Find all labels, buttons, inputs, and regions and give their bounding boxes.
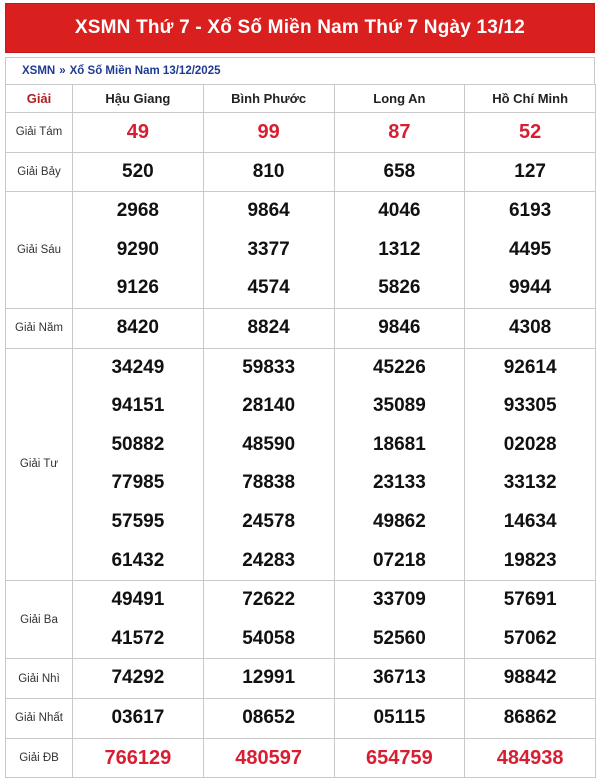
prize-number: 28140 [242, 395, 296, 417]
prize-name-giai-ba: Giải Ba [6, 581, 73, 659]
prize-cell [73, 308, 204, 348]
prize-name-giai-db: Giải ĐB [6, 738, 73, 778]
prize-cell [334, 738, 465, 778]
prize-cell [334, 659, 465, 699]
prize-number: 654759 [366, 746, 433, 769]
prize-number: 35089 [372, 395, 426, 417]
prize-number: 74292 [111, 667, 165, 689]
prize-number: 9126 [116, 277, 160, 299]
prize-number: 18681 [372, 433, 426, 455]
prize-cell [203, 659, 334, 699]
header-province-hau-giang: Hậu Giang [73, 85, 204, 113]
prize-number: 07218 [372, 549, 426, 571]
page-title: XSMN Thứ 7 - Xổ Số Miền Nam Thứ 7 Ngày 13/12 [5, 3, 595, 53]
results-table [5, 84, 596, 778]
prize-name-giai-sau: Giải Sáu [6, 192, 73, 309]
prize-number: 36713 [372, 667, 426, 689]
breadcrumb-current-link[interactable]: Xổ Số Miền Nam 13/12/2025 [69, 65, 221, 77]
prize-number: 57595 [111, 510, 165, 532]
prize-name-giai-nhat: Giải Nhất [6, 698, 73, 738]
prize-number: 9290 [116, 238, 160, 260]
prize-number: 23133 [372, 472, 426, 494]
prize-number: 05115 [373, 706, 426, 728]
prize-number: 59833 [242, 356, 296, 378]
prize-cell [73, 738, 204, 778]
prize-cell [465, 192, 596, 309]
prize-number: 810 [252, 160, 285, 182]
prize-number: 8420 [116, 316, 160, 338]
prize-number: 02028 [503, 433, 557, 455]
prize-cell [203, 308, 334, 348]
breadcrumb-separator: » [59, 65, 66, 77]
prize-cell [334, 698, 465, 738]
prize-number: 8824 [247, 316, 290, 338]
prize-number: 14634 [503, 510, 557, 532]
prize-number: 61432 [111, 549, 165, 571]
prize-number: 4495 [508, 238, 552, 260]
prize-number: 658 [383, 160, 416, 182]
results-body [6, 113, 596, 778]
prize-number: 78838 [242, 472, 296, 494]
prize-number: 72622 [242, 589, 296, 611]
table-row [6, 581, 596, 659]
breadcrumb-root-link[interactable]: XSMN [22, 65, 56, 77]
results-container [5, 3, 595, 778]
prize-number: 33709 [372, 589, 426, 611]
prize-number: 77985 [111, 472, 165, 494]
prize-name-giai-bay: Giải Bảy [6, 152, 73, 192]
prize-name-giai-nhi: Giải Nhì [6, 659, 73, 699]
prize-number: 1312 [378, 238, 421, 260]
prize-cell [465, 581, 596, 659]
prize-number: 94151 [111, 395, 165, 417]
prize-cell [203, 152, 334, 192]
prize-number: 19823 [503, 549, 557, 571]
prize-cell [465, 308, 596, 348]
prize-number: 49491 [111, 589, 165, 611]
prize-cell [73, 152, 204, 192]
prize-cell [465, 738, 596, 778]
header-prize: Giải [6, 85, 73, 113]
prize-number: 86862 [503, 706, 557, 728]
table-row [6, 308, 596, 348]
prize-name-giai-nam: Giải Năm [6, 308, 73, 348]
prize-cell [465, 698, 596, 738]
table-row [6, 698, 596, 738]
prize-cell [203, 581, 334, 659]
prize-number: 3377 [247, 238, 290, 260]
prize-number: 52 [519, 121, 542, 143]
prize-cell [203, 738, 334, 778]
prize-number: 08652 [242, 706, 296, 728]
prize-number: 520 [122, 160, 154, 182]
prize-cell [334, 308, 465, 348]
prize-cell [334, 192, 465, 309]
table-row [6, 192, 596, 309]
prize-cell [465, 152, 596, 192]
prize-cell [334, 348, 465, 581]
prize-number: 9944 [508, 277, 552, 299]
prize-cell [73, 348, 204, 581]
prize-number: 24578 [242, 510, 296, 532]
prize-number: 5826 [378, 277, 421, 299]
prize-number: 24283 [242, 549, 296, 571]
prize-number: 4574 [247, 277, 290, 299]
prize-number: 48590 [242, 433, 296, 455]
prize-cell [334, 581, 465, 659]
prize-cell [203, 698, 334, 738]
header-province-binh-phuoc: Bình Phước [203, 85, 334, 113]
prize-number: 6193 [508, 200, 552, 222]
prize-number: 87 [388, 121, 411, 143]
prize-number: 33132 [503, 472, 557, 494]
prize-cell [334, 113, 465, 153]
prize-number: 12991 [242, 667, 296, 689]
prize-number: 52560 [372, 627, 426, 649]
prize-name-giai-tam: Giải Tám [6, 113, 73, 153]
prize-cell [203, 113, 334, 153]
prize-cell [203, 192, 334, 309]
table-row [6, 152, 596, 192]
prize-number: 49 [126, 121, 149, 143]
prize-number: 98842 [503, 667, 557, 689]
prize-number: 92614 [503, 356, 557, 378]
prize-number: 484938 [496, 746, 564, 769]
prize-number: 45226 [372, 356, 426, 378]
prize-number: 34249 [111, 356, 165, 378]
prize-number: 2968 [116, 200, 160, 222]
prize-number: 54058 [242, 627, 296, 649]
prize-number: 4308 [508, 316, 552, 338]
prize-number: 99 [257, 121, 280, 143]
prize-cell [334, 152, 465, 192]
prize-number: 49862 [372, 510, 426, 532]
table-row [6, 659, 596, 699]
prize-number: 93305 [503, 395, 557, 417]
breadcrumb [5, 57, 595, 84]
prize-cell [73, 659, 204, 699]
prize-number: 127 [514, 160, 546, 182]
prize-cell [203, 348, 334, 581]
header-province-ho-chi-minh: Hồ Chí Minh [465, 85, 596, 113]
prize-cell [465, 113, 596, 153]
prize-number: 03617 [111, 706, 165, 728]
prize-number: 9846 [378, 316, 421, 338]
prize-cell [465, 348, 596, 581]
prize-cell [73, 581, 204, 659]
table-header-row [6, 85, 596, 113]
prize-name-giai-tu: Giải Tư [6, 348, 73, 581]
table-row [6, 738, 596, 778]
prize-cell [465, 659, 596, 699]
prize-number: 57062 [503, 627, 557, 649]
prize-number: 9864 [247, 200, 290, 222]
prize-number: 766129 [104, 746, 172, 769]
prize-number: 4046 [378, 200, 421, 222]
prize-number: 57691 [503, 589, 557, 611]
prize-cell [73, 698, 204, 738]
prize-number: 41572 [111, 627, 165, 649]
header-province-long-an: Long An [334, 85, 465, 113]
prize-number: 50882 [111, 433, 165, 455]
table-row [6, 348, 596, 581]
table-row [6, 113, 596, 153]
prize-cell [73, 192, 204, 309]
prize-cell [73, 113, 204, 153]
prize-number: 480597 [235, 746, 302, 769]
